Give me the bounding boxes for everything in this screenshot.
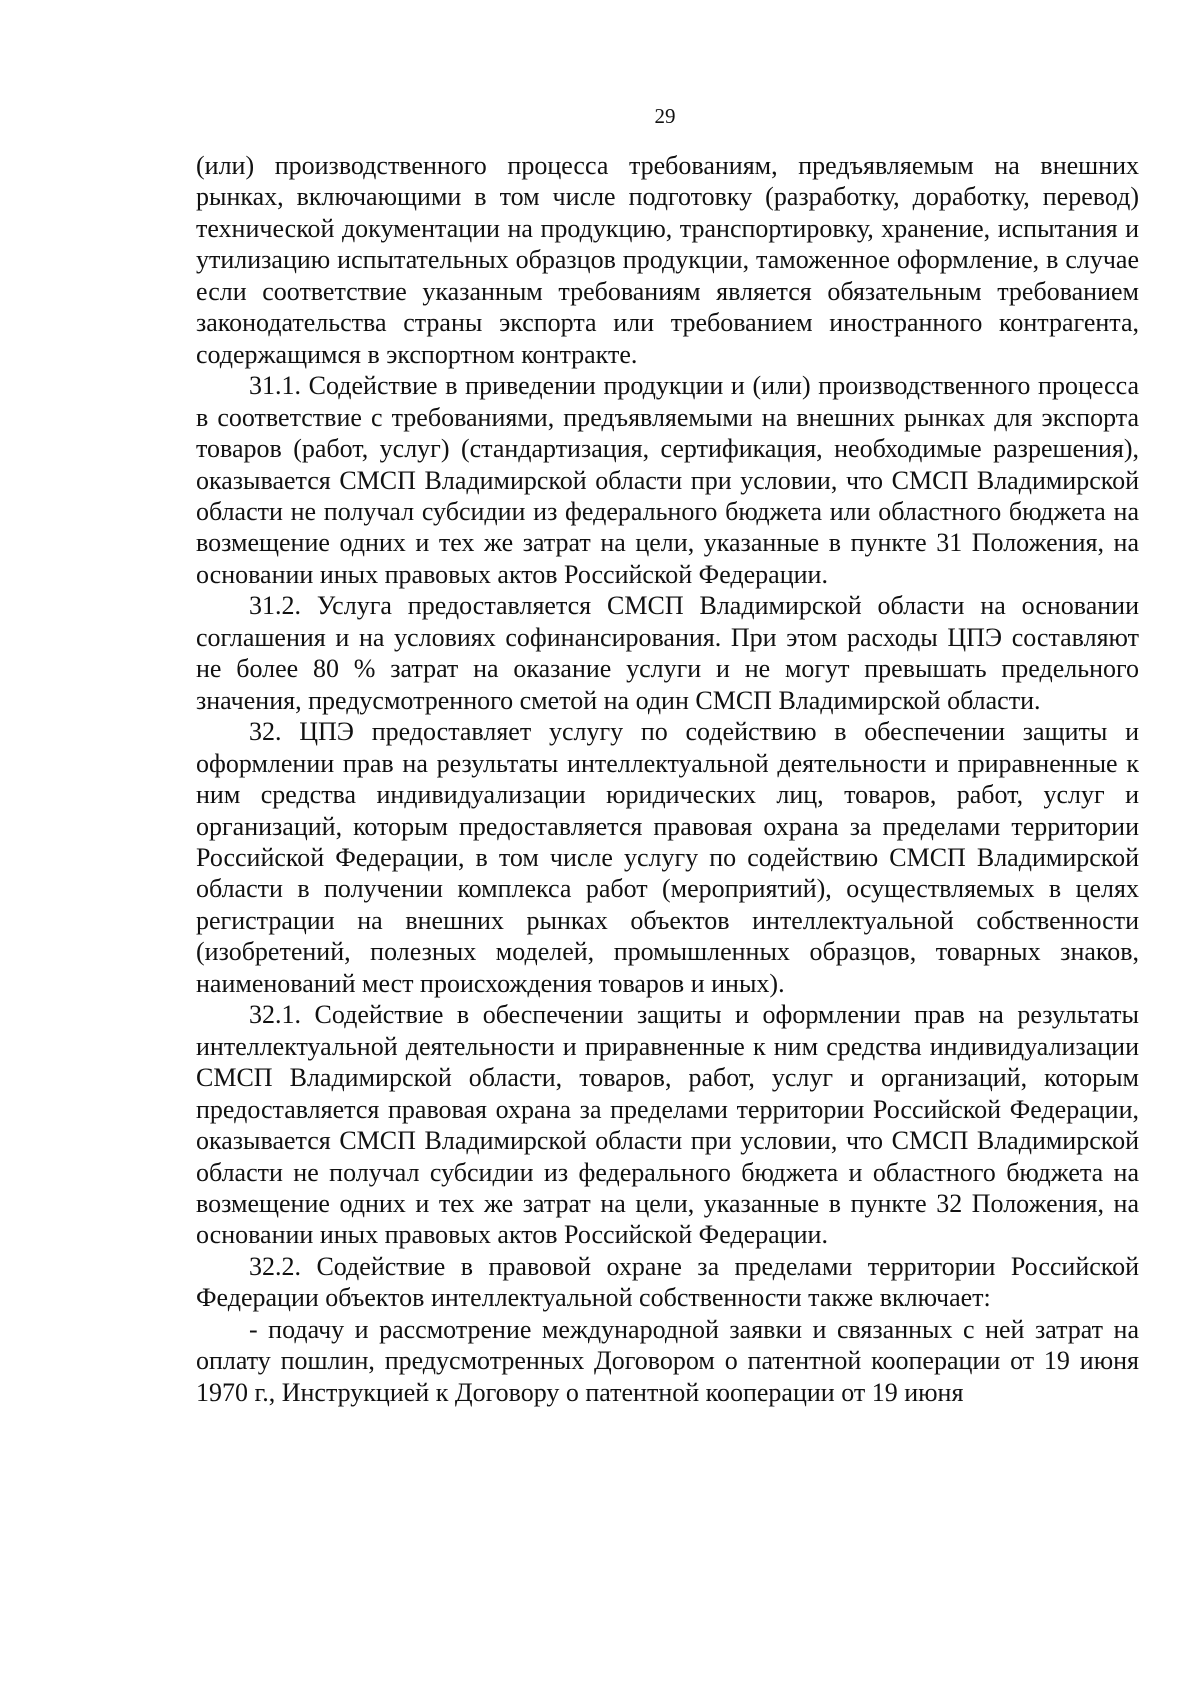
paragraph-32: 32. ЦПЭ предоставляет услугу по содействию в обеспечении защиты и оформлении прав на результаты интеллектуальной деятельности и приравненные к ним средства индивидуализации юридических лиц, товаров, работ, услуг и организаций, которым предоставляется правовая охрана за пределами территории Российской Федерации, в том числе услугу по содействию СМСП Владимирской области в получении комплекса работ (мероприятий), осуществляемых в целях регистрации на внешних рынках объектов интеллектуальной собственности (изобретений, полезных моделей, промышленных образцов, товарных знаков, наименований мест происхождения товаров и иных). (196, 717, 1139, 998)
document-body (196, 150, 1139, 1408)
paragraph-continuation: (или) производственного процесса требованиям, предъявляемым на внешних рынках, включающими в том числе подготовку (разработку, доработку, перевод) технической документации на продукцию, транспортировку, хранение, испытания и утилизацию испытательных образцов продукции, таможенное оформление, в случае если соответствие указанным требованиям является обязательным требованием законодательства страны экспорта или требованием иностранного контрагента, содержащимся в экспортном контракте. (196, 151, 1139, 369)
paragraph-31-1: 31.1. Содействие в приведении продукции и (или) производственного процесса в соответствие с требованиями, предъявляемыми на внешних рынках для экспорта товаров (работ, услуг) (стандартизация, сертификация, необходимые разрешения), оказывается СМСП Владимирской области при условии, что СМСП Владимирской области не получал субсидии из федерального бюджета или областного бюджета на возмещение одних и тех же затрат на цели, указанные в пункте 31 Положения, на основании иных правовых актов Российской Федерации. (196, 371, 1139, 589)
paragraph-31-2: 31.2. Услуга предоставляется СМСП Владимирской области на основании соглашения и на условиях софинансирования. При этом расходы ЦПЭ составляют не более 80 % затрат на оказание услуги и не могут превышать предельного значения, предусмотренного сметой на один СМСП Владимирской области. (196, 591, 1139, 715)
page-number: 29 (654, 104, 676, 128)
paragraph-32-2: 32.2. Содействие в правовой охране за пределами территории Российской Федерации объектов интеллектуальной собственности также включает: (196, 1251, 1139, 1313)
list-item-international-application: - подачу и рассмотрение международной заявки и связанных с ней затрат на оплату пошлин, предусмотренных Договором о патентной кооперации от 19 июня 1970 г., Инструкцией к Договору о патентной кооперации от 19 июня (196, 1314, 1139, 1407)
paragraph-32-1: 32.1. Содействие в обеспечении защиты и оформлении прав на результаты интеллектуальной деятельности и приравненные к ним средства индивидуализации СМСП Владимирской области, товаров, работ, услуг и организаций, которым предоставляется правовая охрана за пределами территории Российской Федерации, оказывается СМСП Владимирской области при условии, что СМСП Владимирской области не получал субсидии из федерального бюджета и областного бюджета на возмещение одних и тех же затрат на цели, указанные в пункте 32 Положения, на основании иных правовых актов Российской Федерации. (196, 1000, 1139, 1250)
